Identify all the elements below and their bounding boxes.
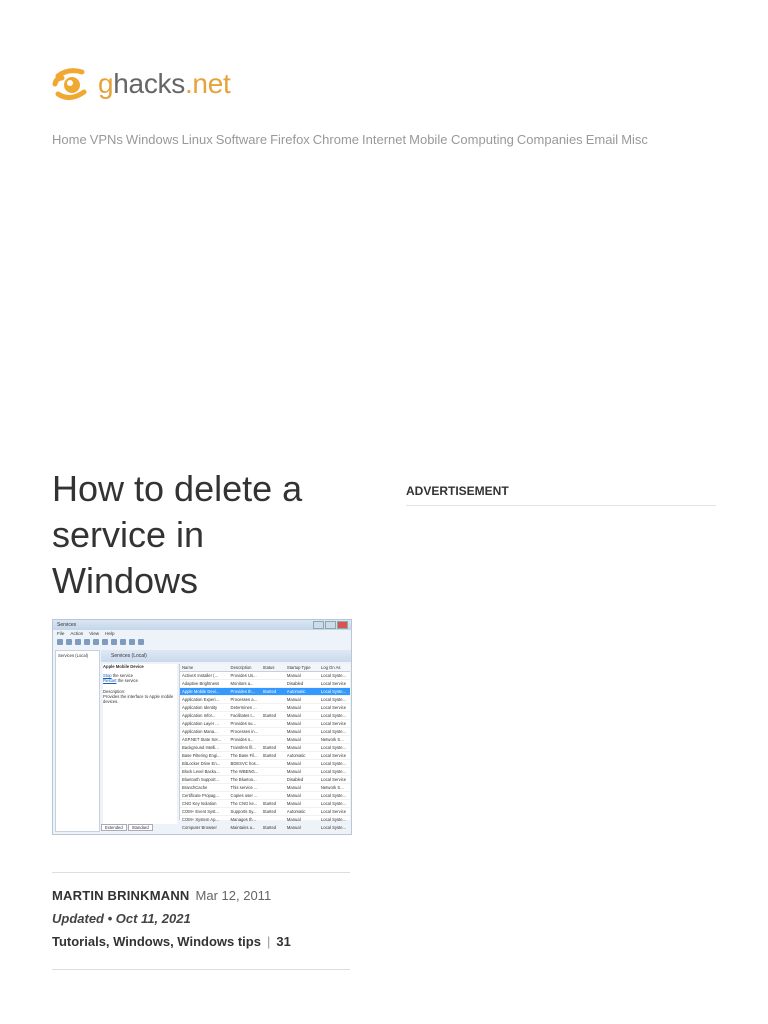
table-cell: Manual xyxy=(286,817,301,822)
screenshot-menu-file: File xyxy=(57,631,65,636)
table-cell: Bluetooth Support... xyxy=(182,777,220,782)
table-cell: Local Syste... xyxy=(320,697,347,702)
table-cell: Local Service xyxy=(320,705,347,710)
help-icon xyxy=(102,639,108,645)
table-cell: The Bluetoo... xyxy=(230,777,257,782)
table-cell: Started xyxy=(262,809,277,814)
table-cell: Local Syste... xyxy=(320,825,347,830)
table-cell: Maintains a... xyxy=(230,825,256,830)
table-cell: Started xyxy=(262,753,277,758)
table-cell: Manages th... xyxy=(230,817,256,822)
article-featured-image[interactable] xyxy=(52,619,352,835)
table-cell: Application Mana... xyxy=(182,729,218,734)
table-cell: Local Syste... xyxy=(320,713,347,718)
table-cell: Manual xyxy=(286,825,301,830)
table-cell: Provides Us... xyxy=(230,673,257,678)
column-header: Status xyxy=(262,665,275,670)
table-cell: Disabled xyxy=(286,777,304,782)
screenshot-titlebar xyxy=(53,620,351,630)
brand-name xyxy=(98,68,230,100)
table-row xyxy=(180,712,350,720)
author-link[interactable]: MARTIN BRINKMANN xyxy=(52,888,190,903)
table-cell: Started xyxy=(262,745,277,750)
table-cell: Local Syste... xyxy=(320,729,347,734)
table-cell: Manual xyxy=(286,729,301,734)
nav-item-linux[interactable]: Linux xyxy=(181,132,213,147)
table-cell: Network S... xyxy=(320,785,344,790)
close-icon xyxy=(337,621,348,629)
screenshot-menu-view: View xyxy=(89,631,100,636)
table-cell: Processes in... xyxy=(230,729,259,734)
forward-icon xyxy=(66,639,72,645)
nav-item-home[interactable]: Home xyxy=(52,132,87,147)
category-links[interactable]: Tutorials, Windows, Windows tips xyxy=(52,934,261,949)
nav-item-misc[interactable]: Misc xyxy=(621,132,648,147)
column-header: Log On As xyxy=(320,665,341,670)
table-cell: Local Syste... xyxy=(320,769,347,774)
table-cell: Local Syste... xyxy=(320,745,347,750)
table-cell: Manual xyxy=(286,785,301,790)
table-row xyxy=(180,792,350,800)
table-row xyxy=(180,744,350,752)
nav-item-firefox[interactable]: Firefox xyxy=(270,132,310,147)
table-cell: Provides s... xyxy=(230,737,254,742)
table-row xyxy=(180,760,350,768)
table-cell: COM+ Event Syst... xyxy=(182,809,219,814)
pause-icon xyxy=(129,639,135,645)
advertisement-divider xyxy=(406,505,716,506)
table-cell: Manual xyxy=(286,769,301,774)
nav-item-email[interactable]: Email xyxy=(585,132,619,147)
article-byline xyxy=(52,888,271,903)
table-cell: Local Syste... xyxy=(320,673,347,678)
ghacks-logo-icon xyxy=(52,66,92,102)
console-icon xyxy=(75,639,81,645)
table-cell: The Base Fil... xyxy=(230,753,258,758)
meta-divider-top xyxy=(52,872,350,873)
table-cell: Local Syste... xyxy=(320,817,347,822)
table-cell: Block Level Backu... xyxy=(182,769,220,774)
site-logo[interactable] xyxy=(52,66,230,102)
screenshot-view-tabs xyxy=(101,824,153,831)
screenshot-services-table xyxy=(179,664,350,830)
screenshot-tab-standard: Standard xyxy=(128,824,153,831)
table-row xyxy=(180,816,350,824)
table-row xyxy=(180,784,350,792)
table-row xyxy=(180,824,350,832)
table-cell: BranchCache xyxy=(182,785,208,790)
table-cell: Manual xyxy=(286,713,301,718)
screenshot-stop-link: Stop xyxy=(103,673,112,678)
table-cell: Computer Browser xyxy=(182,825,217,830)
nav-item-mobile-computing[interactable]: Mobile Computing xyxy=(409,132,514,147)
table-cell: Application Experi... xyxy=(182,697,220,702)
article-title: How to delete a service in Windows xyxy=(52,468,303,601)
screenshot-tab-extended: Extended xyxy=(101,824,127,831)
table-cell: BitLocker Drive En... xyxy=(182,761,221,766)
table-row xyxy=(180,736,350,744)
table-row xyxy=(180,728,350,736)
maximize-icon xyxy=(325,621,336,629)
updated-date: Updated • Oct 11, 2021 xyxy=(52,911,191,926)
table-cell: The CNG ke... xyxy=(230,801,258,806)
screenshot-description-pane xyxy=(103,664,177,824)
table-cell: Automatic xyxy=(286,753,306,758)
table-cell: Disabled xyxy=(286,681,304,686)
screenshot-pane-header: Services (Local) xyxy=(101,650,352,662)
table-cell: Automatic xyxy=(286,809,306,814)
table-cell: The WBENG... xyxy=(230,769,259,774)
table-cell: Apple Mobile Devi... xyxy=(182,689,220,694)
column-header: Name xyxy=(182,665,194,670)
table-cell: Automatic xyxy=(286,689,306,694)
table-cell: Local Service xyxy=(320,721,347,726)
table-cell: Copies user ... xyxy=(230,793,258,798)
article-taxonomy xyxy=(52,934,291,949)
table-cell: Manual xyxy=(286,745,301,750)
table-cell: This service ... xyxy=(230,785,258,790)
screenshot-tree-node: Services (Local) xyxy=(58,653,89,658)
screenshot-selected-service: Apple Mobile Device xyxy=(103,664,144,669)
screenshot-desc-text: Provides the interface to Apple mobile devices. xyxy=(103,694,174,704)
table-cell: Local Service xyxy=(320,809,347,814)
table-row xyxy=(180,680,350,688)
table-cell: ASP.NET State Ser... xyxy=(182,737,222,742)
table-cell: Local Syste... xyxy=(320,801,347,806)
brand-g: g xyxy=(98,68,114,99)
nav-item-companies[interactable]: Companies xyxy=(516,132,583,147)
table-cell: Started xyxy=(262,689,277,694)
export-icon xyxy=(93,639,99,645)
nav-item-vpns[interactable]: VPNs xyxy=(89,132,123,147)
table-row xyxy=(180,696,350,704)
table-row xyxy=(180,768,350,776)
table-cell: Certificate Propag... xyxy=(182,793,220,798)
table-cell: Application Identity xyxy=(182,705,218,710)
table-row xyxy=(180,800,350,808)
table-cell: Supports Sy... xyxy=(230,809,257,814)
screenshot-menubar xyxy=(53,630,351,637)
table-cell: Base Filtering Engi... xyxy=(182,753,221,758)
screenshot-window-controls xyxy=(313,621,348,629)
brand-tld: .net xyxy=(184,68,231,99)
meta-divider-bottom xyxy=(52,969,350,970)
table-row xyxy=(180,808,350,816)
screenshot-window-title: Services xyxy=(57,622,77,628)
table-cell: Determines ... xyxy=(230,705,257,710)
screenshot-restart-link: Restart xyxy=(103,678,117,683)
table-cell: Started xyxy=(262,713,277,718)
table-cell: Local Syste... xyxy=(320,793,347,798)
table-cell: Transfers fil... xyxy=(230,745,256,750)
table-cell: Manual xyxy=(286,705,301,710)
comment-count[interactable]: 31 xyxy=(276,934,291,949)
screenshot-table-header xyxy=(180,664,350,672)
table-row xyxy=(180,752,350,760)
table-row xyxy=(180,672,350,680)
refresh-icon xyxy=(84,639,90,645)
table-row xyxy=(180,720,350,728)
main-nav xyxy=(52,132,648,147)
screenshot-menu-action: Action xyxy=(70,631,84,636)
table-cell: Provides su... xyxy=(230,721,256,726)
nav-item-internet[interactable]: Internet xyxy=(362,132,407,147)
table-cell: ActiveX Installer (... xyxy=(182,673,219,678)
table-cell: Local Syste... xyxy=(320,689,347,694)
brand-hacks: hacks xyxy=(113,68,185,99)
table-row xyxy=(180,688,350,696)
table-cell: Adaptive Brightness xyxy=(182,681,220,686)
nav-item-windows[interactable]: Windows xyxy=(125,132,179,147)
back-icon xyxy=(57,639,63,645)
table-cell: Started xyxy=(262,801,277,806)
table-cell: Background Intelli... xyxy=(182,745,219,750)
screenshot-tree-pane xyxy=(55,650,100,832)
screenshot-restart-rest: the service xyxy=(116,678,138,683)
meta-separator: | xyxy=(266,934,271,949)
advertisement-label: ADVERTISEMENT xyxy=(406,484,509,498)
nav-item-chrome[interactable]: Chrome xyxy=(312,132,360,147)
table-cell: Manual xyxy=(286,721,301,726)
table-cell: Facilitates t... xyxy=(230,713,256,718)
table-cell: Local Service xyxy=(320,777,347,782)
nav-item-software[interactable]: Software xyxy=(215,132,268,147)
table-cell: Local Service xyxy=(320,681,347,686)
stop-icon xyxy=(120,639,126,645)
table-cell: BDESVC hos... xyxy=(230,761,260,766)
restart-icon xyxy=(138,639,144,645)
column-header: Description xyxy=(230,665,252,670)
table-cell: Started xyxy=(262,825,277,830)
table-cell: Network S... xyxy=(320,737,344,742)
table-cell: Manual xyxy=(286,793,301,798)
table-cell: Manual xyxy=(286,697,301,702)
table-cell: Monitors a... xyxy=(230,681,254,686)
table-cell: Application Layer ... xyxy=(182,721,219,726)
table-cell: Manual xyxy=(286,737,301,742)
publish-date: Mar 12, 2011 xyxy=(195,888,272,903)
table-row xyxy=(180,776,350,784)
table-cell: Manual xyxy=(286,801,301,806)
table-cell: Processes a... xyxy=(230,697,258,702)
table-row xyxy=(180,704,350,712)
screenshot-menu-help: Help xyxy=(105,631,115,636)
play-icon xyxy=(111,639,117,645)
table-cell: Manual xyxy=(286,761,301,766)
screenshot-desc-label: Description: xyxy=(103,689,126,694)
column-header: Startup Type xyxy=(286,665,311,670)
table-cell: CNG Key Isolation xyxy=(182,801,217,806)
table-cell: Application Infor... xyxy=(182,713,216,718)
table-cell: Local Service xyxy=(320,753,347,758)
screenshot-toolbar xyxy=(53,637,351,647)
table-cell: Provides th... xyxy=(230,689,255,694)
table-cell: Local Syste... xyxy=(320,761,347,766)
table-cell: Manual xyxy=(286,673,301,678)
minimize-icon xyxy=(313,621,324,629)
screenshot-stop-rest: the service xyxy=(111,673,134,678)
table-cell: COM+ System Ap... xyxy=(182,817,219,822)
